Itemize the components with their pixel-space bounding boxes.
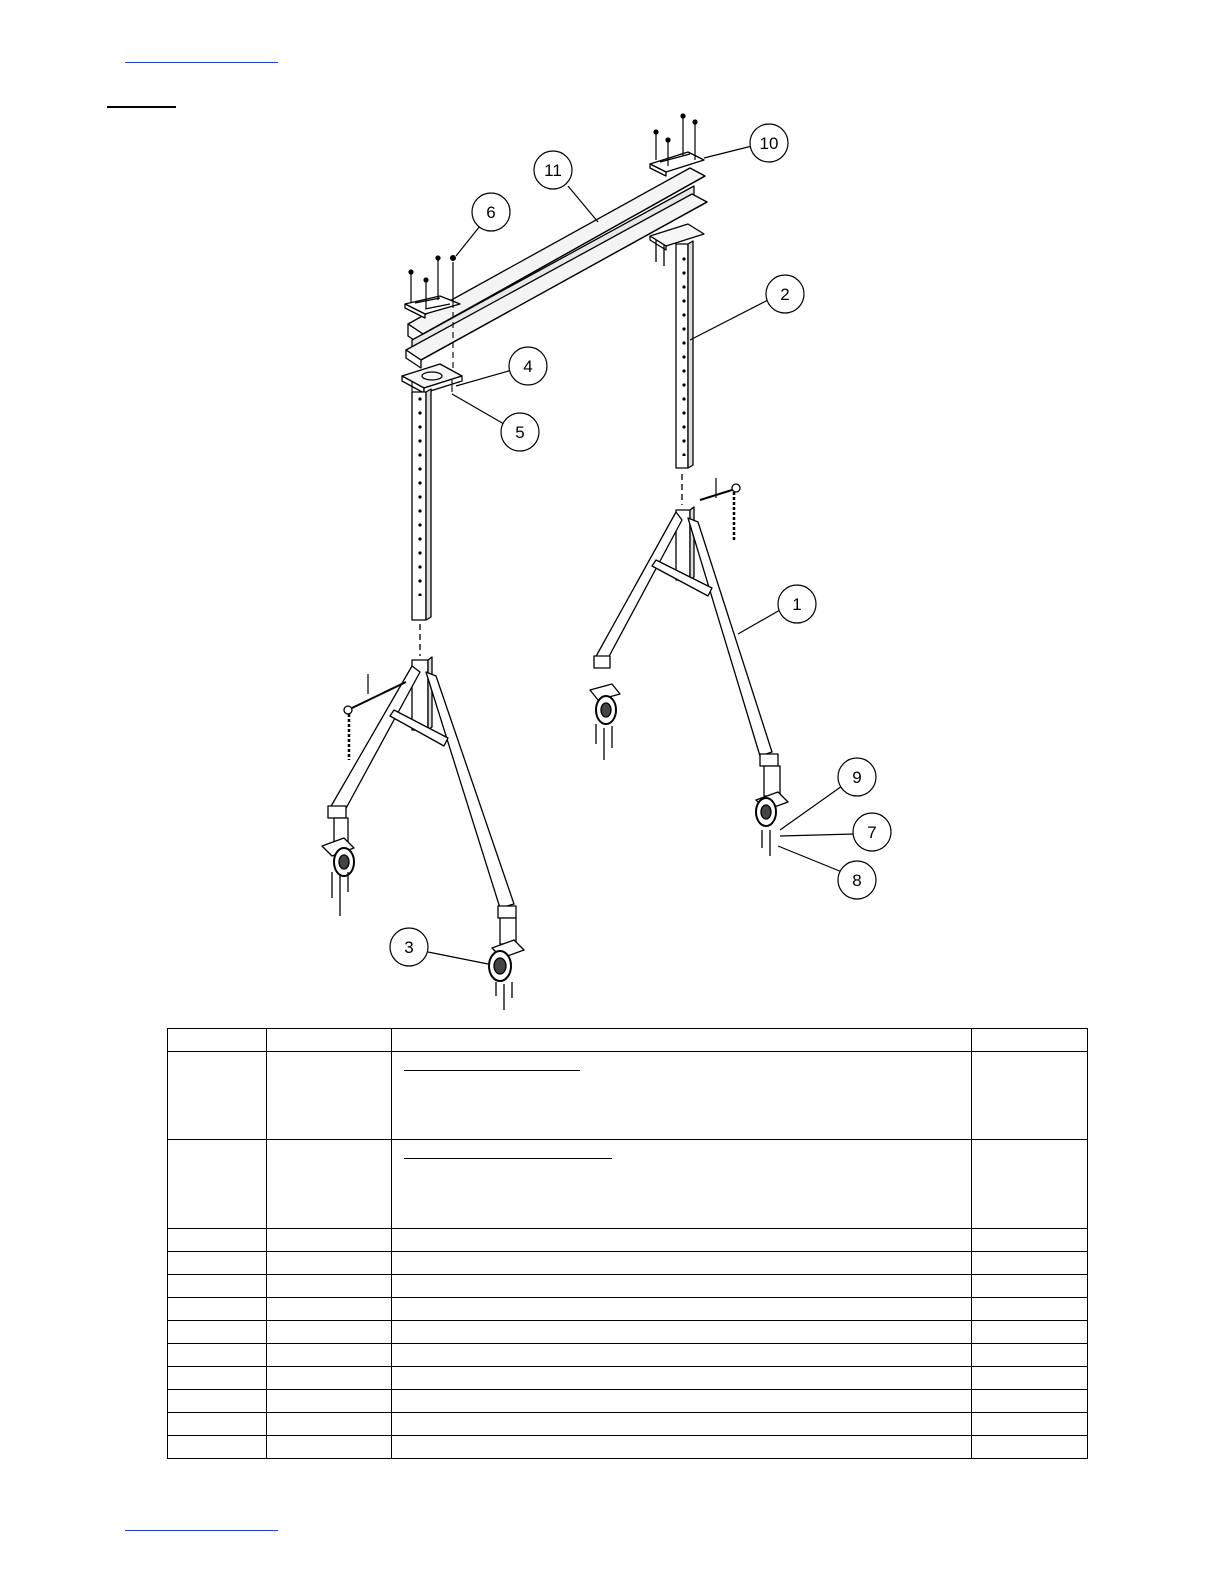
description-heading-underline bbox=[404, 1070, 580, 1071]
table-row bbox=[168, 1436, 1088, 1459]
callout-4 bbox=[456, 347, 547, 386]
table-row bbox=[168, 1140, 1088, 1229]
callout-6-label: 6 bbox=[486, 203, 496, 222]
callout-10-label: 10 bbox=[759, 134, 779, 153]
table-row bbox=[168, 1229, 1088, 1252]
right-upright-column bbox=[676, 241, 693, 468]
left-front-caster bbox=[489, 918, 524, 1010]
callout-2-label: 2 bbox=[780, 285, 790, 304]
callout-5 bbox=[452, 394, 539, 451]
right-front-caster bbox=[756, 766, 788, 856]
table-row bbox=[168, 1275, 1088, 1298]
callout-3-label: 3 bbox=[404, 938, 414, 957]
callout-7-label: 7 bbox=[867, 823, 877, 842]
callout-4-label: 4 bbox=[523, 357, 533, 376]
table-row bbox=[168, 1367, 1088, 1390]
description-heading-underline bbox=[404, 1158, 612, 1159]
right-a-frame bbox=[594, 474, 778, 766]
callout-1-label: 1 bbox=[792, 595, 802, 614]
callout-6 bbox=[456, 193, 510, 256]
right-rear-caster bbox=[590, 684, 620, 760]
callout-9-label: 9 bbox=[852, 768, 862, 787]
table-row bbox=[168, 1298, 1088, 1321]
callout-5-label: 5 bbox=[515, 423, 525, 442]
footer-link[interactable] bbox=[125, 1530, 278, 1531]
table-row bbox=[168, 1344, 1088, 1367]
table-row bbox=[168, 1252, 1088, 1275]
callout-1 bbox=[738, 585, 816, 634]
table-row bbox=[168, 1052, 1088, 1140]
table-header-row bbox=[168, 1029, 1088, 1052]
callout-8-label: 8 bbox=[852, 871, 862, 890]
table-row bbox=[168, 1390, 1088, 1413]
left-a-frame bbox=[328, 624, 516, 918]
table-row bbox=[168, 1413, 1088, 1436]
table-row bbox=[168, 1321, 1088, 1344]
left-mount-plate bbox=[402, 364, 462, 393]
callout-11-label: 11 bbox=[544, 161, 562, 180]
left-upright-column bbox=[412, 389, 431, 620]
left-rear-caster bbox=[322, 818, 354, 916]
i-beam bbox=[406, 168, 707, 368]
parts-list-table bbox=[167, 1028, 1088, 1459]
